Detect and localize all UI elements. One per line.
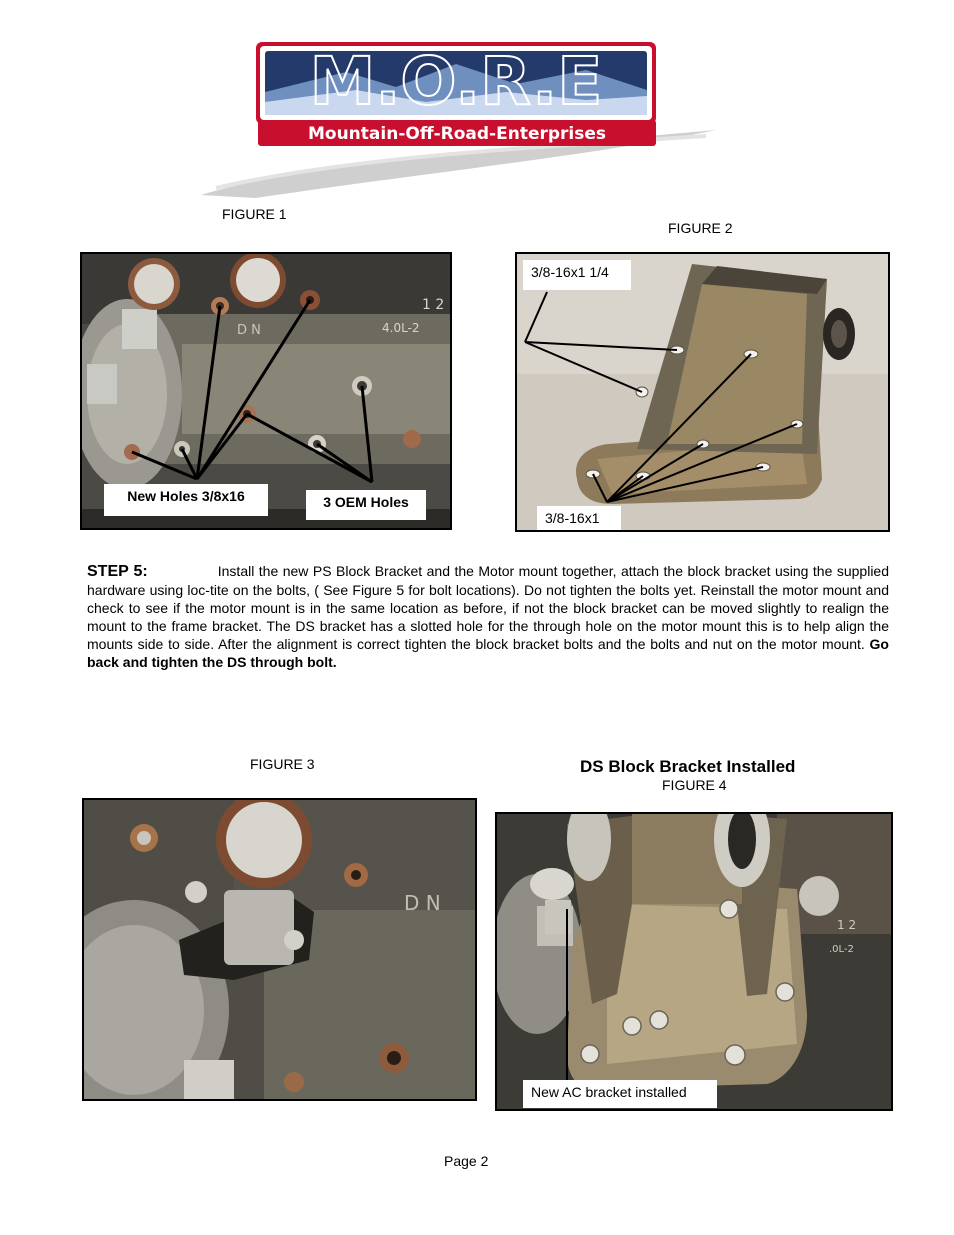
logo-text: M.O.R.E — [309, 43, 603, 120]
figure-1-callout-new-holes: New Holes 3/8x16 — [104, 484, 268, 516]
svg-text:1 2: 1 2 — [837, 918, 857, 932]
step-5-body: Install the new PS Block Bracket and the Motor mount together, attach the block bracket using the supplied hardware using loc-tite on the bolts, ( See Figure 5 for bolt locations). Do not tighten the bolts yet. Reinstall the motor mount and check to see if the motor mount is in the same location as before, if not the block bracket can be moved slightly to realign the mount to the frame bracket. The DS bracket has a slotted hole for the through hole on the motor mount this is to help align the mounts side to side. After the alignment is correct tighten the block bracket bolts and the bolts and nut on the motor mount. — [87, 563, 889, 652]
figure-2-callout-bottom: 3/8-16x1 — [537, 506, 621, 530]
svg-text:D N: D N — [404, 891, 441, 915]
figure-3-label: FIGURE 3 — [250, 756, 315, 772]
logo-tagline: Mountain-Off-Road-Enterprises — [307, 124, 607, 144]
step-5-emphasis: Go back and tighten the DS through bolt. — [87, 636, 889, 670]
figure-2-label: FIGURE 2 — [668, 220, 733, 236]
figure-1-callout-oem-holes: 3 OEM Holes — [306, 490, 426, 520]
step-5-heading: STEP 5: — [87, 563, 148, 580]
figure-4-callout: New AC bracket installed — [523, 1080, 717, 1108]
more-logo — [196, 30, 726, 200]
figure-4-label: FIGURE 4 — [662, 777, 727, 793]
figure-1-label: FIGURE 1 — [222, 206, 287, 222]
step-5-paragraph — [87, 562, 889, 671]
page-number: Page 2 — [444, 1153, 489, 1169]
figure-2-photo — [515, 252, 890, 532]
figure-4-photo — [495, 812, 893, 1111]
figure-1-photo — [80, 252, 452, 530]
svg-text:.0L-2: .0L-2 — [829, 944, 854, 955]
figure-4-title: DS Block Bracket Installed — [580, 757, 796, 776]
svg-text:4.0L-2: 4.0L-2 — [382, 321, 420, 335]
figure-2-callout-top: 3/8-16x1 1/4 — [523, 260, 631, 290]
svg-text:1 2: 1 2 — [422, 297, 445, 313]
svg-text:D N: D N — [237, 323, 261, 338]
figure-3-photo — [82, 798, 477, 1101]
